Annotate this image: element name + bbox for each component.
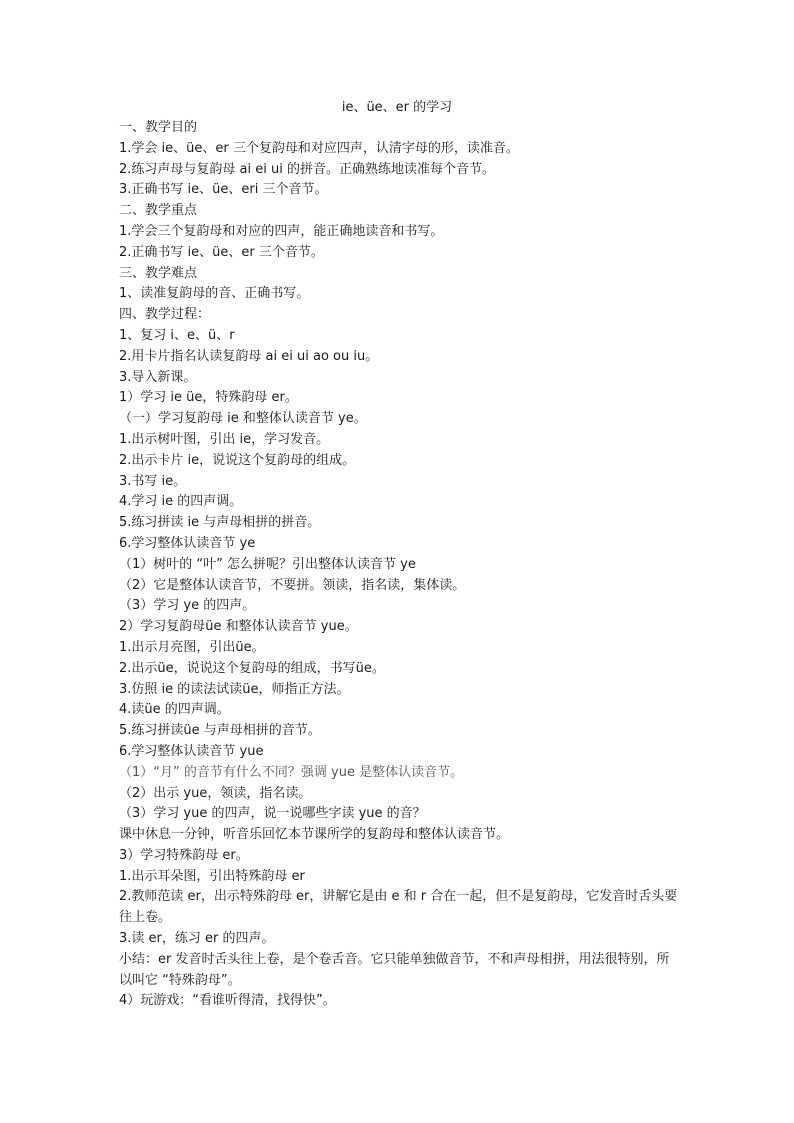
process-line: （1）树叶的 “叶” 怎么拼呢？引出整体认读音节 ye — [119, 556, 416, 572]
key-point-item-1: 1.学会三个复韵母和对应的四声，能正确地读音和书写。 — [119, 223, 444, 239]
process-line: 课中休息一分钟，听音乐回忆本节课所学的复韵母和整体认读音节。 — [119, 827, 510, 843]
difficulty-item-1: 1、读准复韵母的音、正确书写。 — [119, 286, 310, 302]
process-line: 4.读üe 的四声调。 — [119, 702, 230, 718]
process-line: 1.出示树叶图，引出 ie，学习发音。 — [119, 431, 330, 447]
objective-item-2: 2.练习声母与复韵母 ai ei ui 的拼音。正确熟练地读准每个音节。 — [119, 161, 495, 177]
section-heading-key-points: 二、教学重点 — [119, 203, 198, 219]
process-line: 3.读 er，练习 er 的四声。 — [119, 931, 275, 947]
objective-item-1: 1.学会 ie、üe、er 三个复韵母和对应四声，认清字母的形，读准音。 — [119, 140, 519, 156]
process-line: 2）学习复韵母üe 和整体认读音节 yue。 — [119, 619, 358, 635]
process-line: 6.学习整体认读音节 ye — [119, 535, 256, 551]
process-line: 2.出示üe，说说这个复韵母的组成，书写üe。 — [119, 660, 385, 676]
section-heading-process: 四、教学过程： — [119, 307, 211, 323]
key-point-item-2: 2.正确书写 ie、üe、er 三个音节。 — [119, 244, 324, 260]
process-line: 3）学习特殊韵母 er。 — [119, 847, 249, 863]
process-line: 3.仿照 ie 的读法试读üe，师指正方法。 — [119, 681, 350, 697]
section-heading-difficulties: 三、教学难点 — [119, 265, 198, 281]
process-line: 4.学习 ie 的四声调。 — [119, 494, 243, 510]
process-line: 5.练习拼读 ie 与声母相拼的拼音。 — [119, 515, 321, 531]
process-line: 2.出示卡片 ie，说说这个复韵母的组成。 — [119, 452, 356, 468]
process-line: 4）玩游戏：“看谁听得清，找得快”。 — [119, 993, 336, 1009]
process-line: 1、复习 i、e、ü、r — [119, 327, 235, 343]
document-title: ie、üe、er 的学习 — [341, 100, 453, 115]
section-heading-objectives: 一、教学目的 — [119, 120, 198, 135]
process-line: 2.用卡片指名认读复韵母 ai ei ui ao ou iu。 — [119, 348, 379, 364]
process-line: 1.出示月亮图，引出üe。 — [119, 639, 265, 655]
process-line: （3）学习 yue 的四声，说一说哪些字读 yue 的音？ — [119, 806, 426, 822]
process-line: （2）它是整体认读音节，不要拼。领读，指名读，集体读。 — [119, 577, 466, 593]
objective-item-3: 3.正确书写 ie、üe、eri 三个音节。 — [119, 182, 328, 198]
process-line: （3）学习 ye 的四声。 — [119, 598, 256, 614]
process-line: 3.导入新课。 — [119, 369, 197, 385]
process-line: 2.教师范读 er，出示特殊韵母 er，讲解它是由 e 和 r 合在一起，但不是复韵母，它发音时舌头要往上卷。 — [119, 889, 678, 926]
process-line: （1）“月” 的音节有什么不同？强调 yue 是整体认读音节。 — [119, 764, 464, 780]
process-line: 1）学习 ie üe，特殊韵母 er。 — [119, 390, 298, 406]
process-line: （一）学习复韵母 ie 和整体认读音节 ye。 — [119, 411, 367, 427]
process-line: 5.练习拼读üe 与声母相拼的音节。 — [119, 723, 321, 739]
process-line: （2）出示 yue，领读，指名读。 — [119, 785, 312, 801]
process-line: 6.学习整体认读音节 yue — [119, 743, 264, 759]
process-line: 1.出示耳朵图，引出特殊韵母 er — [119, 868, 305, 884]
summary-paragraph: 小结：er 发音时舌头往上卷，是个卷舌音。它只能单独做音节，不和声母相拼，用法很特别，所以叫它 “特殊韵母”。 — [119, 951, 670, 988]
document-body — [119, 118, 679, 1012]
process-line: 3.书写 ie。 — [119, 473, 187, 489]
